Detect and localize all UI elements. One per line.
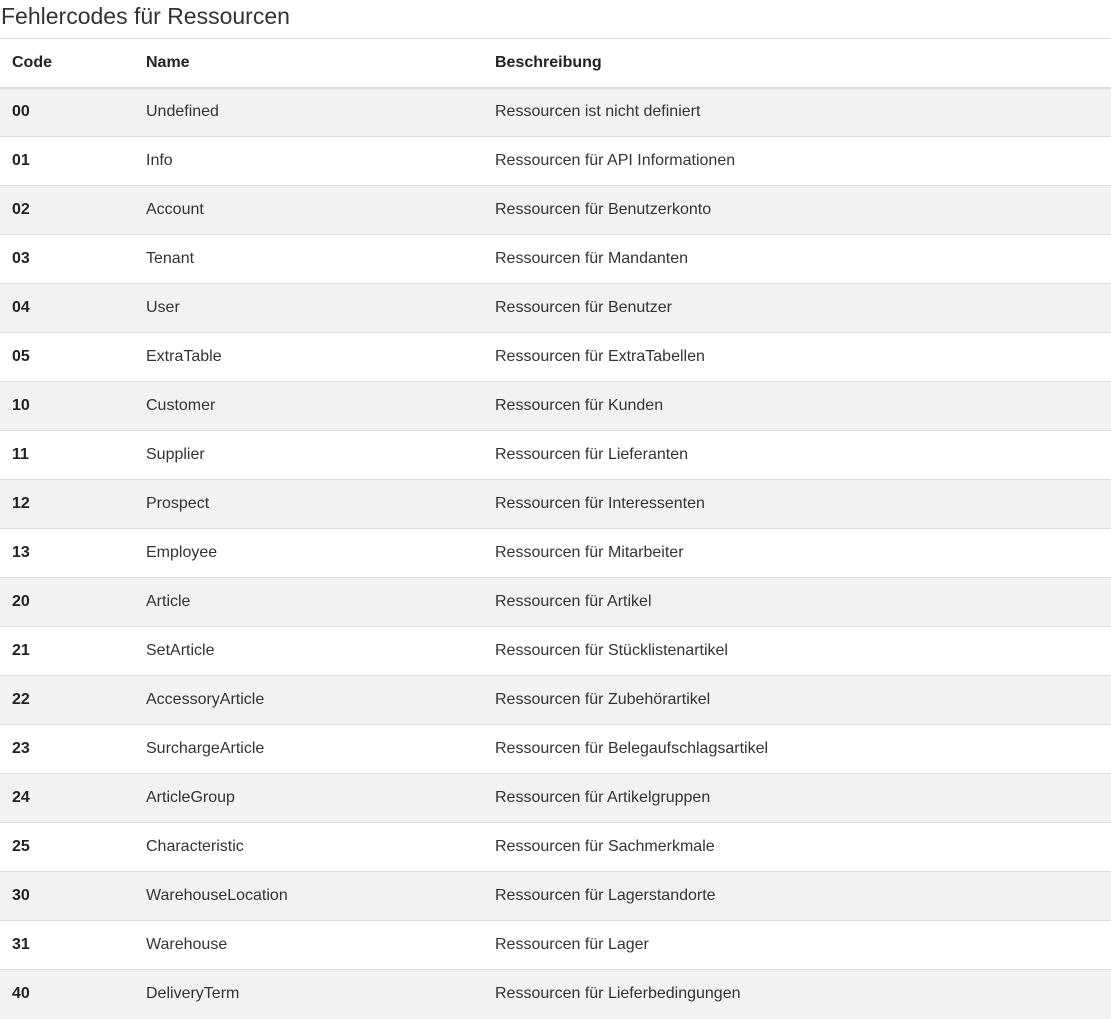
- cell-code: 30: [0, 872, 134, 921]
- cell-code: 20: [0, 578, 134, 627]
- cell-description: Ressourcen für ExtraTabellen: [483, 333, 1111, 382]
- cell-name: Customer: [134, 382, 483, 431]
- table-row: [0, 774, 1111, 823]
- table-row: [0, 480, 1111, 529]
- table-row: [0, 578, 1111, 627]
- cell-name: Supplier: [134, 431, 483, 480]
- cell-code: 10: [0, 382, 134, 431]
- cell-description: Ressourcen für Lieferbedingungen: [483, 970, 1111, 1019]
- cell-code: 23: [0, 725, 134, 774]
- table-row: [0, 725, 1111, 774]
- cell-name: Prospect: [134, 480, 483, 529]
- cell-description: Ressourcen für Belegaufschlagsartikel: [483, 725, 1111, 774]
- table-row: [0, 872, 1111, 921]
- cell-name: Characteristic: [134, 823, 483, 872]
- cell-code: 03: [0, 235, 134, 284]
- cell-description: Ressourcen für Lager: [483, 921, 1111, 970]
- table-header: [0, 39, 1111, 88]
- table-row: [0, 382, 1111, 431]
- cell-description: Ressourcen für Kunden: [483, 382, 1111, 431]
- cell-name: Tenant: [134, 235, 483, 284]
- cell-code: 40: [0, 970, 134, 1019]
- cell-name: SurchargeArticle: [134, 725, 483, 774]
- table-row: [0, 333, 1111, 382]
- cell-code: 11: [0, 431, 134, 480]
- column-header-description: Beschreibung: [483, 39, 1111, 88]
- cell-description: Ressourcen für Mandanten: [483, 235, 1111, 284]
- table-row: [0, 921, 1111, 970]
- cell-code: 25: [0, 823, 134, 872]
- table-row: [0, 676, 1111, 725]
- cell-name: SetArticle: [134, 627, 483, 676]
- cell-code: 31: [0, 921, 134, 970]
- cell-name: ExtraTable: [134, 333, 483, 382]
- table-row: [0, 823, 1111, 872]
- cell-code: 04: [0, 284, 134, 333]
- cell-code: 13: [0, 529, 134, 578]
- table-row: [0, 88, 1111, 137]
- table-row: [0, 431, 1111, 480]
- cell-code: 02: [0, 186, 134, 235]
- cell-description: Ressourcen für API Informationen: [483, 137, 1111, 186]
- cell-name: Undefined: [134, 88, 483, 137]
- cell-name: Info: [134, 137, 483, 186]
- cell-description: Ressourcen für Mitarbeiter: [483, 529, 1111, 578]
- cell-code: 01: [0, 137, 134, 186]
- table-row: [0, 627, 1111, 676]
- table-row: [0, 137, 1111, 186]
- table-row: [0, 186, 1111, 235]
- cell-description: Ressourcen für Sachmerkmale: [483, 823, 1111, 872]
- cell-description: Ressourcen für Lagerstandorte: [483, 872, 1111, 921]
- cell-name: AccessoryArticle: [134, 676, 483, 725]
- cell-description: Ressourcen für Artikelgruppen: [483, 774, 1111, 823]
- cell-name: ArticleGroup: [134, 774, 483, 823]
- cell-name: WarehouseLocation: [134, 872, 483, 921]
- cell-name: Employee: [134, 529, 483, 578]
- cell-code: 12: [0, 480, 134, 529]
- table-row: [0, 529, 1111, 578]
- table-header-row: [0, 39, 1111, 88]
- cell-code: 24: [0, 774, 134, 823]
- cell-description: Ressourcen ist nicht definiert: [483, 88, 1111, 137]
- cell-code: 00: [0, 88, 134, 137]
- cell-code: 22: [0, 676, 134, 725]
- cell-name: Article: [134, 578, 483, 627]
- page-title: Fehlercodes für Ressourcen: [1, 3, 290, 29]
- table-row: [0, 284, 1111, 333]
- cell-name: User: [134, 284, 483, 333]
- cell-code: 05: [0, 333, 134, 382]
- column-header-code: Code: [0, 39, 134, 88]
- table-row: [0, 235, 1111, 284]
- error-codes-table: [0, 38, 1111, 1019]
- cell-name: Account: [134, 186, 483, 235]
- cell-description: Ressourcen für Benutzer: [483, 284, 1111, 333]
- cell-description: Ressourcen für Artikel: [483, 578, 1111, 627]
- cell-description: Ressourcen für Interessenten: [483, 480, 1111, 529]
- cell-description: Ressourcen für Stücklistenartikel: [483, 627, 1111, 676]
- cell-description: Ressourcen für Lieferanten: [483, 431, 1111, 480]
- cell-code: 21: [0, 627, 134, 676]
- column-header-name: Name: [134, 39, 483, 88]
- cell-description: Ressourcen für Benutzerkonto: [483, 186, 1111, 235]
- cell-name: DeliveryTerm: [134, 970, 483, 1019]
- cell-name: Warehouse: [134, 921, 483, 970]
- table-row: [0, 970, 1111, 1019]
- table-body: [0, 88, 1111, 1019]
- cell-description: Ressourcen für Zubehörartikel: [483, 676, 1111, 725]
